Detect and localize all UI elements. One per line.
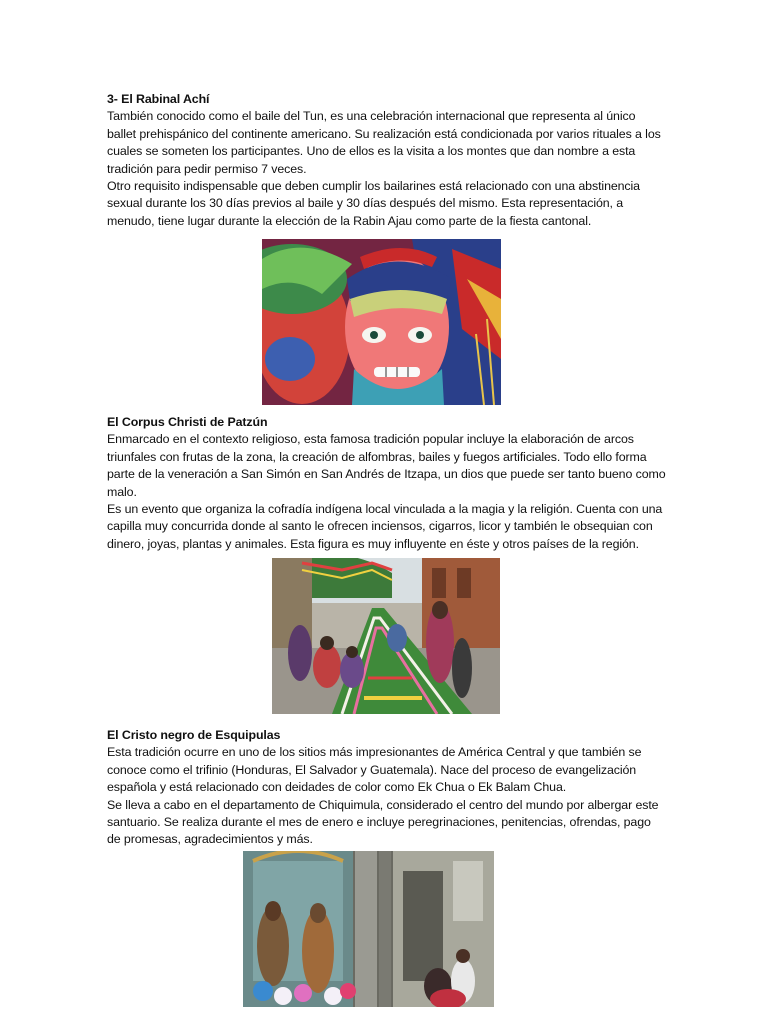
section-paragraph: Esta tradición ocurre en uno de los sitios más impresionantes de América Central y que también se conoce como el trifinio (Honduras, El Salvador y Guatemala). Nace del proceso de evangelización española y está relacionado con deidades de color como Ek Chua o Ek Balam Chua. <box>107 745 642 795</box>
section-cristo-negro <box>107 727 667 849</box>
section-paragraph: También conocido como el baile del Tun, es una celebración internacional que representa al único ballet prehispánico del continente americano. Su realización está condicionada por varios rituales a los cuales se someten los participantes. Uno de ellos es la visita a los montes que dan nombre a esta tradición para pedir permiso 7 veces. <box>107 109 661 176</box>
section-paragraph: Otro requisito indispensable que deben cumplir los bailarines está relacionado con una abstinencia sexual durante los 30 días previos al baile y 30 días después del mismo. Esta representación, a menudo, tiene lugar durante la elección de la Rabin Ajau como parte de la fiesta cantonal. <box>107 179 640 228</box>
section-title: 3- El Rabinal Achí <box>107 92 210 106</box>
section-title: El Cristo negro de Esquipulas <box>107 728 281 742</box>
flower-carpet-street-photo <box>272 558 500 714</box>
basilica-altar-photo <box>243 851 494 1007</box>
section-rabinal-achi <box>107 91 667 230</box>
section-title: El Corpus Christi de Patzún <box>107 415 268 429</box>
masked-dancers-photo <box>262 239 501 405</box>
section-paragraph: Se lleva a cabo en el departamento de Chiquimula, considerado el centro del mundo por albergar este santuario. Se realiza durante el mes de enero e incluye peregrinaciones, penitencias, ofrendas, pago de promesas, agradecimientos y más. <box>107 797 659 847</box>
section-paragraph: Es un evento que organiza la cofradía indígena local vinculada a la magia y la religión. Cuenta con una capilla muy concurrida donde al santo le ofrecen inciensos, cigarros, licor y también le obsequian con dinero, joyas, plantas y animales. Esta figura es muy influyente en éste y otros países de la región. <box>107 502 663 551</box>
section-paragraph: Enmarcado en el contexto religioso, esta famosa tradición popular incluye la elaboración de arcos triunfales con frutas de la zona, la creación de alfombras, bailes y fuegos artificiales. Todo ello forma parte de la veneración a San Simón en San Andrés de Itzapa, un dios que puede ser tanto bueno como malo. <box>107 432 666 499</box>
section-corpus-christi <box>107 414 667 553</box>
